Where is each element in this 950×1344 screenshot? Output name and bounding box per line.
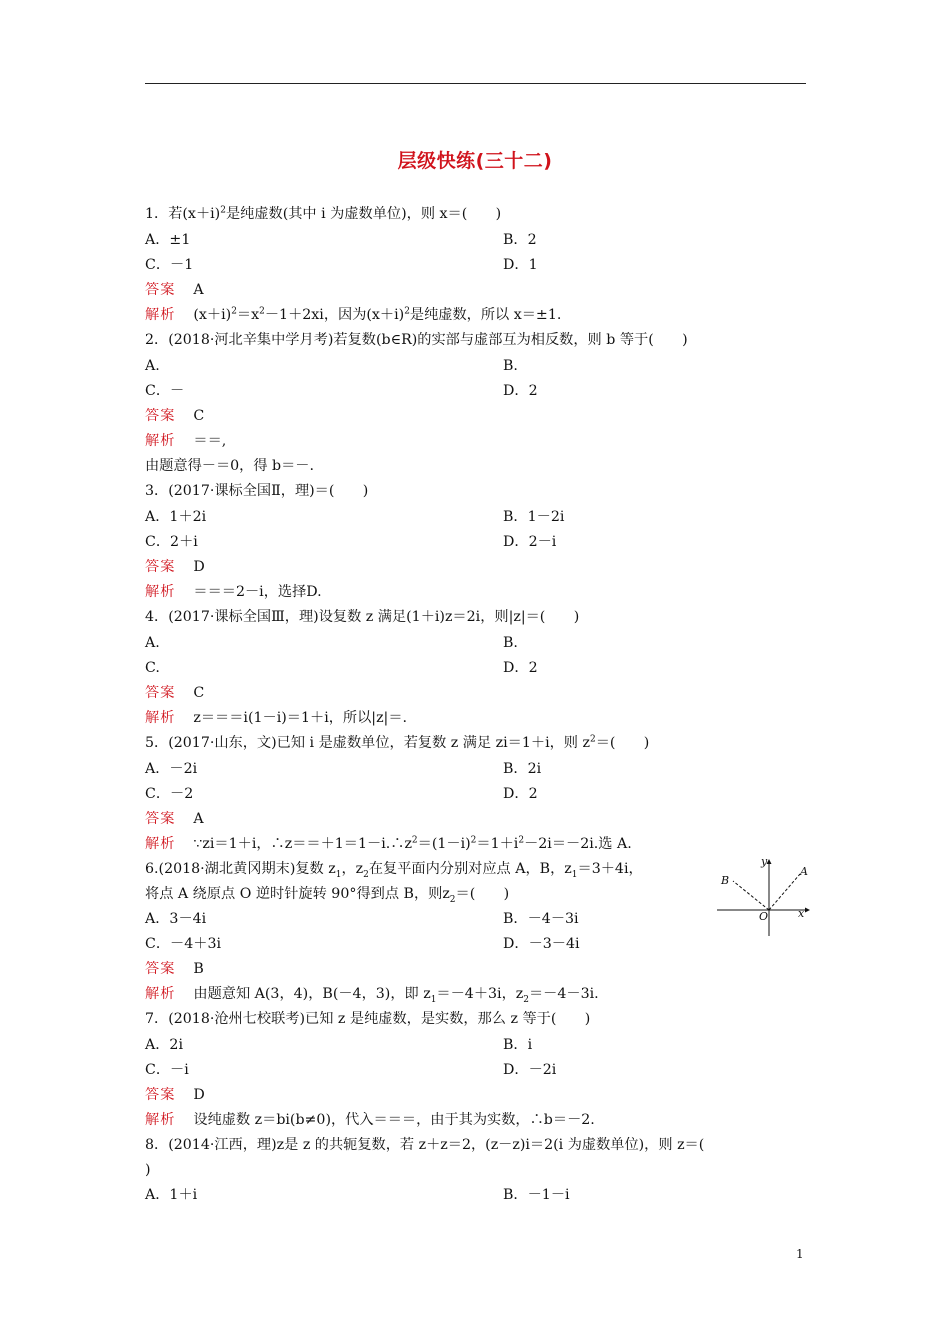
q7-analysis: 解析 设纯虚数 z＝bi(b≠0)，代入＝＝＝，由于其为实数，∴b＝－2. bbox=[145, 1112, 595, 1128]
q3-option-d: D．2－i bbox=[503, 534, 557, 550]
q1-option-a: A．±1 bbox=[145, 232, 191, 248]
q5-option-d: D．2 bbox=[503, 786, 538, 802]
y-axis-label: y bbox=[761, 855, 768, 868]
answer-label: 答案 bbox=[145, 559, 176, 575]
question-6-stem-line1: 6.(2018·湖北黄冈期末)复数 $z_1$，$z_2$在复平面内分别对应点 A，B，$z_1=3+4i$， bbox=[145, 861, 643, 880]
q7-option-d: D．－2i bbox=[503, 1062, 557, 1078]
question-1-stem: 1．若$(x+i)^2$是纯虚数(其中 i 为虚数单位)，则 x＝( ) bbox=[145, 205, 502, 222]
segment-OA bbox=[769, 874, 800, 910]
q3-answer: 答案 D bbox=[145, 559, 205, 575]
x-axis-arrow bbox=[805, 908, 810, 913]
q7-option-a: A．2i bbox=[145, 1037, 183, 1053]
answer-label: 答案 bbox=[145, 282, 176, 298]
question-7-stem: 7．(2018·沧州七校联考)已知 z 是纯虚数，是实数，那么 z 等于( ) bbox=[145, 1011, 591, 1027]
answer-label: 答案 bbox=[145, 961, 176, 977]
segment-OB bbox=[733, 881, 769, 910]
q2-analysis-extra: 由题意得－＝0，得 b＝－. bbox=[145, 458, 315, 474]
q4-option-a: A. bbox=[145, 635, 160, 651]
q3-analysis: 解析 ＝＝＝2－i，选择D. bbox=[145, 584, 322, 600]
question-2-stem: 2．(2018·河北辛集中学月考)若复数(b∈R)的实部与虚部互为相反数，则 b 等于( ) bbox=[145, 332, 688, 348]
q5-analysis: 解析 ∵zi＝1＋i，$\therefore z==+1=1-i.\therefore z^2=(1-i)^2=1+i^2-2i=-2i$.选 A. bbox=[145, 835, 632, 852]
q3-option-a: A．1＋2i bbox=[145, 509, 207, 525]
q5-option-c: C．－2 bbox=[145, 786, 194, 802]
q7-option-c: C．－i bbox=[145, 1062, 189, 1078]
page-number: 1 bbox=[796, 1247, 804, 1261]
q6-option-a: A．3－4i bbox=[145, 911, 207, 927]
complex-plane-figure bbox=[713, 854, 813, 938]
answer-label: 答案 bbox=[145, 685, 176, 701]
q1-option-d: D．1 bbox=[503, 257, 538, 273]
q1-option-b: B．2 bbox=[503, 232, 537, 248]
analysis-label: 解析 bbox=[145, 1112, 176, 1128]
question-5-stem: 5．(2017·山东，文)已知 i 是虚数单位，若复数 z 满足 zi＝1＋i，则 $z^2=$( ) bbox=[145, 734, 650, 751]
q4-answer: 答案 C bbox=[145, 685, 205, 701]
question-8-stem-line1: 8．(2014·江西，理)z是 z 的共轭复数，若 z＋z＝2，(z－z)i＝2(i 为虚数单位)，则 z＝( bbox=[145, 1137, 705, 1153]
q2-option-d: D．2 bbox=[503, 383, 538, 399]
q6-option-c: C．－4＋3i bbox=[145, 936, 222, 952]
answer-label: 答案 bbox=[145, 1087, 176, 1103]
q5-option-a: A．－2i bbox=[145, 761, 198, 777]
q2-answer: 答案 C bbox=[145, 408, 205, 424]
q2-option-c: C．－ bbox=[145, 383, 185, 399]
q1-analysis: 解析 $(x+i)^2=x^2-1+2xi$，因为$(x+i)^2$是纯虚数，所以 x＝±1. bbox=[145, 306, 562, 323]
origin-label: O bbox=[759, 910, 769, 923]
x-axis-label: x bbox=[798, 907, 805, 920]
analysis-label: 解析 bbox=[145, 307, 176, 323]
analysis-label: 解析 bbox=[145, 433, 176, 449]
q6-answer: 答案 B bbox=[145, 961, 204, 977]
question-8-stem-line2: ) bbox=[145, 1162, 151, 1178]
question-6-stem-line2: 将点 A 绕原点 O 逆时针旋转 90°得到点 B，则$z_2=$( ) bbox=[145, 886, 510, 905]
q2-option-a: A. bbox=[145, 358, 160, 374]
q8-option-b: B．－1－i bbox=[503, 1187, 570, 1203]
q2-analysis: 解析 ＝＝, bbox=[145, 433, 227, 449]
question-4-stem: 4．(2017·课标全国Ⅲ，理)设复数 z 满足(1＋i)z＝2i，则|z|＝( ) bbox=[145, 609, 580, 625]
answer-label: 答案 bbox=[145, 408, 176, 424]
point-A-label: A bbox=[800, 865, 808, 878]
header-rule bbox=[145, 83, 806, 84]
q4-option-b: B. bbox=[503, 635, 518, 651]
q1-option-c: C．－1 bbox=[145, 257, 194, 273]
q4-analysis: 解析 z＝＝＝i(1－i)＝1＋i，所以|z|＝. bbox=[145, 710, 408, 726]
y-axis-arrow bbox=[767, 859, 772, 864]
q6-option-b: B．－4－3i bbox=[503, 911, 579, 927]
analysis-label: 解析 bbox=[145, 584, 176, 600]
q5-option-b: B．2i bbox=[503, 761, 542, 777]
answer-label: 答案 bbox=[145, 811, 176, 827]
q3-option-c: C．2＋i bbox=[145, 534, 198, 550]
question-3-stem: 3．(2017·课标全国Ⅱ，理)＝( ) bbox=[145, 483, 369, 499]
q8-option-a: A．1＋i bbox=[145, 1187, 198, 1203]
q6-option-d: D．－3－4i bbox=[503, 936, 580, 952]
page-title: 层级快练(三十二) bbox=[397, 150, 553, 172]
q3-option-b: B．1－2i bbox=[503, 509, 565, 525]
analysis-label: 解析 bbox=[145, 710, 176, 726]
q7-option-b: B．i bbox=[503, 1037, 533, 1053]
q7-answer: 答案 D bbox=[145, 1087, 205, 1103]
q4-option-c: C. bbox=[145, 660, 160, 676]
q1-answer: 答案 A bbox=[145, 282, 204, 298]
analysis-label: 解析 bbox=[145, 836, 176, 852]
q2-option-b: B. bbox=[503, 358, 518, 374]
q5-answer: 答案 A bbox=[145, 811, 204, 827]
q6-analysis: 解析 由题意知 A(3，4)，B(－4，3)，即 $z_1=-4+3i$，$z_2=-4-3i$. bbox=[145, 986, 599, 1005]
point-B-label: B bbox=[721, 874, 730, 887]
q4-option-d: D．2 bbox=[503, 660, 538, 676]
analysis-label: 解析 bbox=[145, 986, 176, 1002]
